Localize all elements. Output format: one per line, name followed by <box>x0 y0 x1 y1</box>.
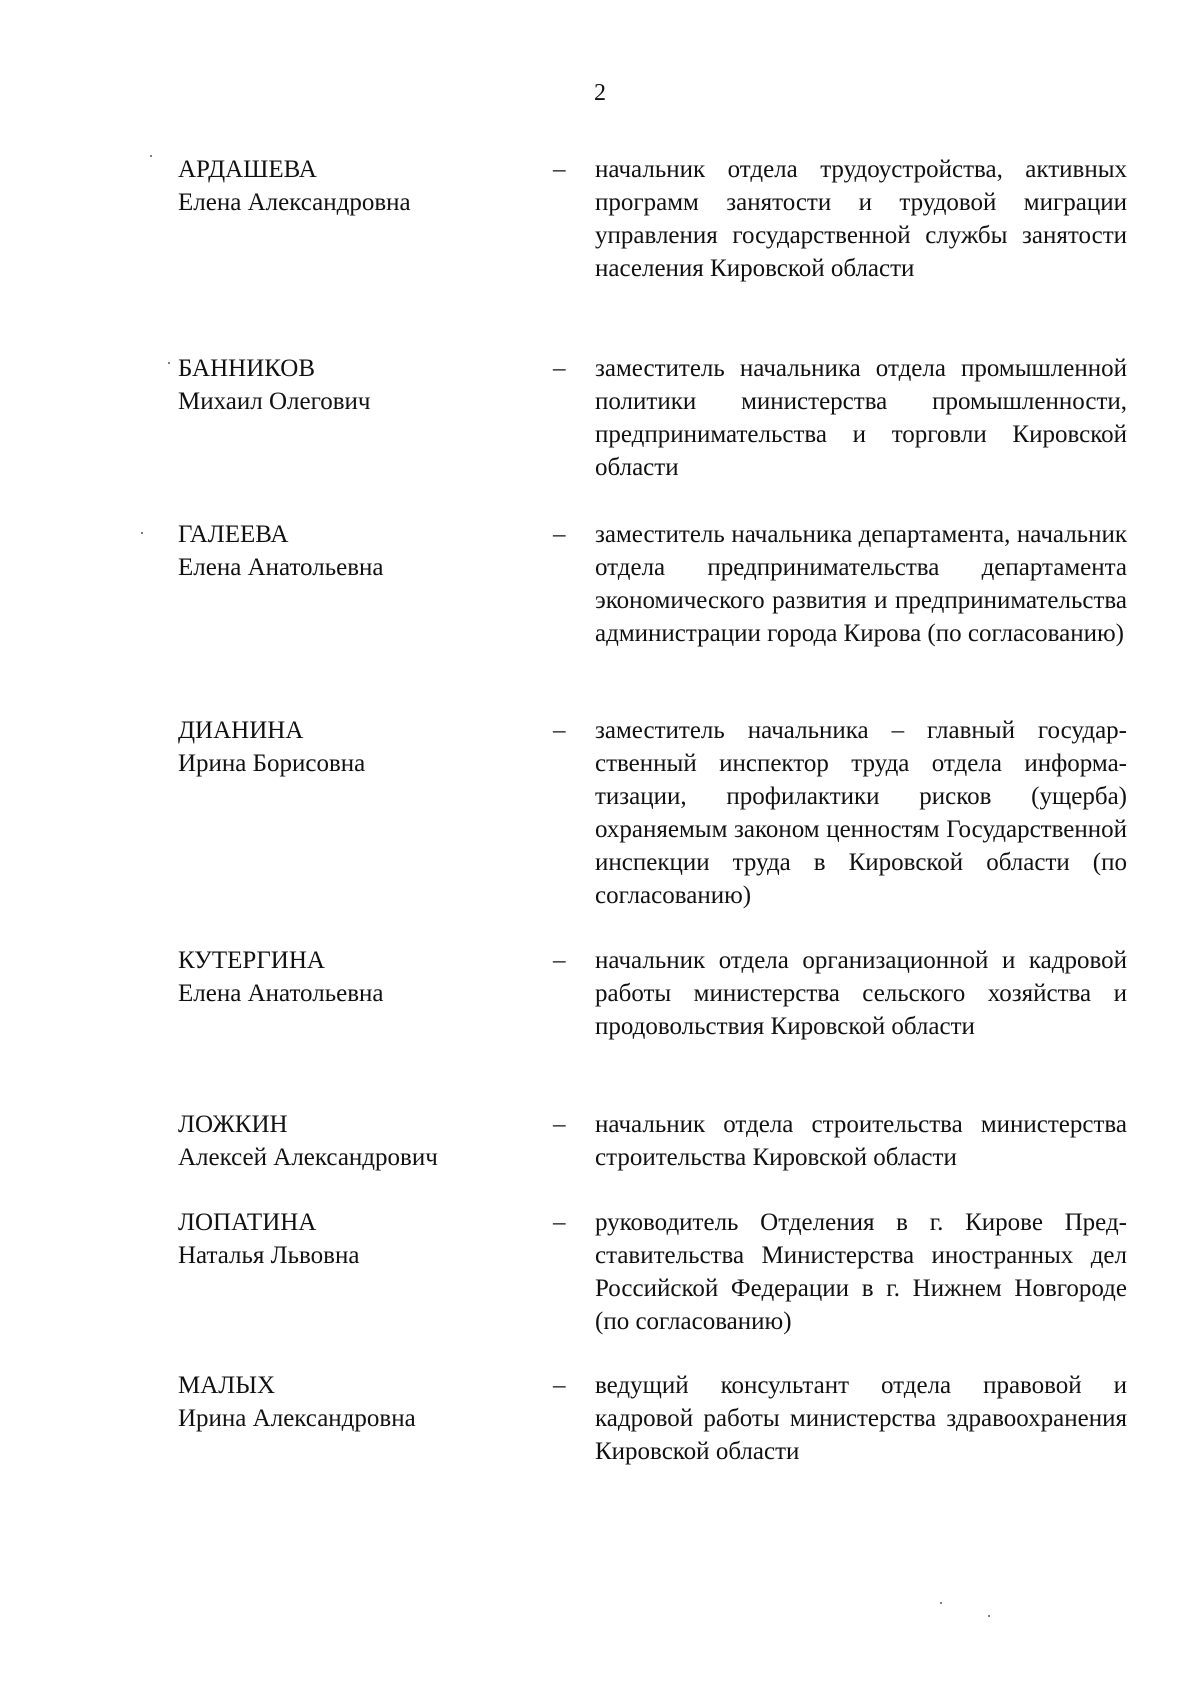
member-position: руководитель Отделения в г. Кирове Представительства Министерства иностранных дел Российской Федерации в г. Нижнем Новгороде (по согласованию) <box>595 1209 1127 1335</box>
member-position: начальник отдела строительства министерства строительства Кировской области <box>595 1111 1127 1171</box>
member-given-names: Елена Анатольевна <box>178 980 384 1007</box>
member-given-names: Ирина Александровна <box>178 1405 416 1432</box>
entry-dash: – <box>553 355 566 382</box>
member-surname: ГАЛЕЕВА <box>178 521 289 548</box>
member-surname: МАЛЫХ <box>178 1372 276 1399</box>
scan-speck <box>141 532 143 534</box>
member-given-names: Наталья Львовна <box>178 1242 360 1269</box>
member-name-block <box>178 1369 538 1435</box>
member-given-names: Алексей Александрович <box>178 1144 438 1171</box>
member-position: заместитель начальника отдела промышленной политики министерства промышленности, предпринимательства и торговли Кировской области <box>595 355 1127 481</box>
member-surname: АРДАШЕВА <box>178 156 317 183</box>
entry-dash: – <box>553 521 566 548</box>
member-name-block <box>178 944 538 1010</box>
member-surname: ДИАНИНА <box>178 717 304 744</box>
member-name-block <box>178 352 538 418</box>
member-position: ведущий консультант отдела правовой и кадровой работы министерства здравоохранения Кировской области <box>595 1372 1127 1465</box>
entry-dash: – <box>553 1209 566 1236</box>
entry-dash: – <box>553 717 566 744</box>
scan-speck <box>150 155 152 157</box>
entry-dash: – <box>553 1111 566 1138</box>
member-name-block <box>178 714 538 780</box>
member-name-block <box>178 518 538 584</box>
member-surname: ЛОПАТИНА <box>178 1209 317 1236</box>
entry-dash: – <box>553 156 566 183</box>
scan-speck <box>168 362 170 364</box>
member-name-block <box>178 1108 538 1174</box>
member-position: начальник отдела трудоустройства, активных программ занятости и трудовой миграции управления государственной службы занятости населения Кировской области <box>595 156 1127 282</box>
member-position: начальник отдела организационной и кадровой работы министерства сельского хозяйства и продовольствия Кировской области <box>595 947 1127 1040</box>
member-surname: КУТЕРГИНА <box>178 947 325 974</box>
member-surname: БАННИКОВ <box>178 355 316 382</box>
member-name-block <box>178 153 538 219</box>
member-given-names: Елена Александровна <box>178 189 411 216</box>
entry-dash: – <box>553 947 566 974</box>
member-position: заместитель начальника департамента, начальник отдела предпринимательства департамента экономического развития и предпринимательства администрации города Кирова (по согласованию) <box>595 521 1127 647</box>
page-number: 2 <box>594 80 606 106</box>
member-name-block <box>178 1206 538 1272</box>
member-position: заместитель начальника – главный государственный инспектор труда отдела информатизации, профилактики рисков (ущерба) охраняемым законом ценностям Государственной инспекции труда в Кировской области (по согласованию) <box>595 717 1127 909</box>
member-given-names: Ирина Борисовна <box>178 750 366 777</box>
member-surname: ЛОЖКИН <box>178 1111 288 1138</box>
member-given-names: Елена Анатольевна <box>178 554 384 581</box>
member-given-names: Михаил Олегович <box>178 388 371 415</box>
scan-speck <box>940 1602 942 1604</box>
scan-speck <box>988 1615 990 1617</box>
entry-dash: – <box>553 1372 566 1399</box>
